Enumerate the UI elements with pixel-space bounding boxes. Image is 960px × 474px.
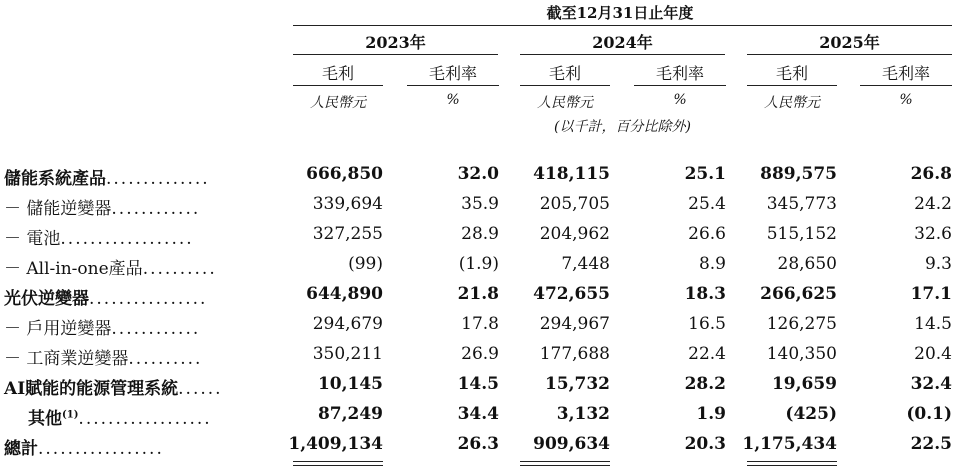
gross-profit-cell: 666,850: [306, 164, 383, 184]
gross-margin-cell: 32.6: [914, 224, 952, 244]
row-label-text: － All-in-one產品: [4, 259, 143, 279]
row-label-text: － 工商業逆變器: [4, 349, 129, 369]
row-label: [4, 164, 210, 189]
leader-dots: ..........: [128, 349, 203, 369]
gross-margin-cell: 1.9: [696, 404, 726, 424]
gross-margin-cell: 18.3: [684, 284, 726, 304]
row-label: [4, 434, 164, 459]
col-rule: [293, 85, 383, 86]
year-rule: [293, 54, 498, 55]
table-row: [0, 434, 960, 460]
period-header: 截至12月31日止年度: [546, 4, 694, 22]
gross-margin-cell: 20.4: [914, 344, 952, 364]
col-margin: 毛利率: [428, 64, 477, 83]
gross-margin-cell: (0.1): [906, 404, 952, 424]
table-row: [0, 254, 960, 280]
row-label: [4, 194, 200, 219]
gross-profit-cell: 28,650: [777, 254, 837, 274]
row-label: [4, 254, 217, 279]
leader-dots: .................: [38, 439, 164, 459]
gross-profit-cell: 7,448: [561, 254, 610, 274]
col-rule: [747, 85, 837, 86]
row-label-text: － 戶用逆變器: [4, 319, 112, 339]
table-row: [0, 164, 960, 190]
leader-dots: ................: [89, 289, 208, 309]
gross-profit-cell: 472,655: [533, 284, 610, 304]
col-margin: 毛利率: [881, 64, 930, 83]
row-label-text: 其他: [28, 409, 62, 429]
gross-margin-cell: 24.2: [914, 194, 952, 214]
gross-margin-cell: 25.1: [684, 164, 726, 184]
row-label-text: － 儲能逆變器: [4, 199, 112, 219]
gross-profit-cell: 1,409,134: [288, 434, 383, 454]
col-profit: 毛利: [548, 64, 581, 83]
gross-margin-cell: 14.5: [457, 374, 499, 394]
table-row: [0, 284, 960, 310]
unit-rmb: 人民幣元: [537, 95, 593, 111]
col-margin: 毛利率: [655, 64, 704, 83]
gross-margin-cell: 20.3: [684, 434, 726, 454]
gross-profit-cell: 909,634: [533, 434, 610, 454]
gross-profit-cell: 19,659: [771, 374, 837, 394]
gross-margin-cell: 16.5: [688, 314, 726, 334]
gross-profit-cell: 205,705: [539, 194, 610, 214]
gross-profit-cell: 327,255: [312, 224, 383, 244]
gross-margin-cell: 26.8: [910, 164, 952, 184]
footnote-marker: (1): [62, 409, 79, 421]
total-rule: [293, 465, 383, 466]
table-row: [0, 374, 960, 400]
gross-profit-cell: 266,625: [760, 284, 837, 304]
unit-pct: %: [673, 92, 687, 108]
row-label-text: － 電池: [4, 229, 61, 249]
leader-dots: ..............: [106, 169, 210, 189]
year-2025: 2025年: [819, 33, 880, 52]
total-rule: [747, 465, 837, 466]
gross-profit-cell: 350,211: [312, 344, 383, 364]
gross-margin-cell: 32.4: [910, 374, 952, 394]
total-rule: [747, 461, 837, 462]
gross-profit-cell: (425): [785, 404, 837, 424]
year-2024: 2024年: [592, 33, 653, 52]
gross-profit-cell: 889,575: [760, 164, 837, 184]
leader-dots: ............: [111, 319, 201, 339]
unit-rmb: 人民幣元: [764, 95, 820, 111]
table-row: [0, 194, 960, 220]
row-label: [4, 374, 223, 399]
col-rule: [860, 85, 952, 86]
table-row: [0, 314, 960, 340]
col-profit: 毛利: [321, 64, 354, 83]
gross-margin-cell: 17.1: [910, 284, 952, 304]
year-rule: [520, 54, 725, 55]
row-label-text: AI賦能的能源管理系統: [4, 379, 179, 399]
gross-profit-cell: 644,890: [306, 284, 383, 304]
row-label: [4, 224, 194, 249]
leader-dots: ..................: [60, 229, 194, 249]
year-rule: [747, 54, 952, 55]
gross-margin-cell: 28.2: [684, 374, 726, 394]
gross-margin-cell: 21.8: [457, 284, 499, 304]
gross-profit-cell: 10,145: [317, 374, 383, 394]
total-rule: [520, 461, 610, 462]
header-rule: [293, 25, 952, 26]
gross-profit-cell: 418,115: [533, 164, 610, 184]
unit-note: (以千計，百分比除外): [554, 119, 691, 135]
gross-margin-cell: (1.9): [458, 254, 499, 274]
gross-profit-cell: 140,350: [766, 344, 837, 364]
gross-margin-cell: 26.9: [461, 344, 499, 364]
gross-profit-cell: 204,962: [539, 224, 610, 244]
gross-margin-cell: 32.0: [457, 164, 499, 184]
leader-dots: ............: [111, 199, 201, 219]
gross-margin-cell: 26.6: [688, 224, 726, 244]
col-rule: [634, 85, 726, 86]
gross-margin-cell: 17.8: [461, 314, 499, 334]
row-label: [4, 344, 202, 369]
gross-profit-cell: 515,152: [766, 224, 837, 244]
gross-margin-cell: 22.5: [910, 434, 952, 454]
gross-profit-cell: 15,732: [544, 374, 610, 394]
row-label-text: 總計: [4, 439, 38, 459]
gross-profit-cell: 294,967: [539, 314, 610, 334]
gross-profit-cell: 177,688: [539, 344, 610, 364]
row-label: [4, 314, 200, 339]
table-row: [0, 404, 960, 430]
gross-profit-cell: 345,773: [766, 194, 837, 214]
gross-margin-cell: 14.5: [914, 314, 952, 334]
table-row: [0, 344, 960, 370]
unit-rmb: 人民幣元: [310, 95, 366, 111]
gross-profit-cell: 126,275: [766, 314, 837, 334]
col-rule: [407, 85, 499, 86]
row-label-text: 光伏逆變器: [4, 289, 89, 309]
leader-dots: ......: [178, 379, 223, 399]
gross-margin-cell: 25.4: [688, 194, 726, 214]
gross-margin-cell: 22.4: [688, 344, 726, 364]
unit-pct: %: [446, 92, 460, 108]
gross-margin-cell: 34.4: [457, 404, 499, 424]
gross-margin-cell: 9.3: [924, 254, 952, 274]
gross-margin-cell: 8.9: [698, 254, 726, 274]
row-label: [28, 404, 212, 429]
gross-margin-cell: 26.3: [457, 434, 499, 454]
col-rule: [520, 85, 610, 86]
leader-dots: ..................: [78, 409, 212, 429]
gross-profit-cell: (99): [348, 254, 383, 274]
gross-profit-cell: 3,132: [556, 404, 610, 424]
row-label: [4, 284, 207, 309]
leader-dots: ..........: [142, 259, 217, 279]
total-rule: [293, 461, 383, 462]
gross-profit-cell: 294,679: [312, 314, 383, 334]
col-profit: 毛利: [775, 64, 808, 83]
gross-profit-cell: 1,175,434: [742, 434, 837, 454]
year-2023: 2023年: [365, 33, 426, 52]
total-rule: [520, 465, 610, 466]
gross-profit-cell: 339,694: [312, 194, 383, 214]
row-label-text: 儲能系統產品: [4, 169, 106, 189]
unit-pct: %: [899, 92, 913, 108]
gross-margin-cell: 35.9: [461, 194, 499, 214]
gross-profit-cell: 87,249: [317, 404, 383, 424]
table-row: [0, 224, 960, 250]
gross-margin-cell: 28.9: [461, 224, 499, 244]
